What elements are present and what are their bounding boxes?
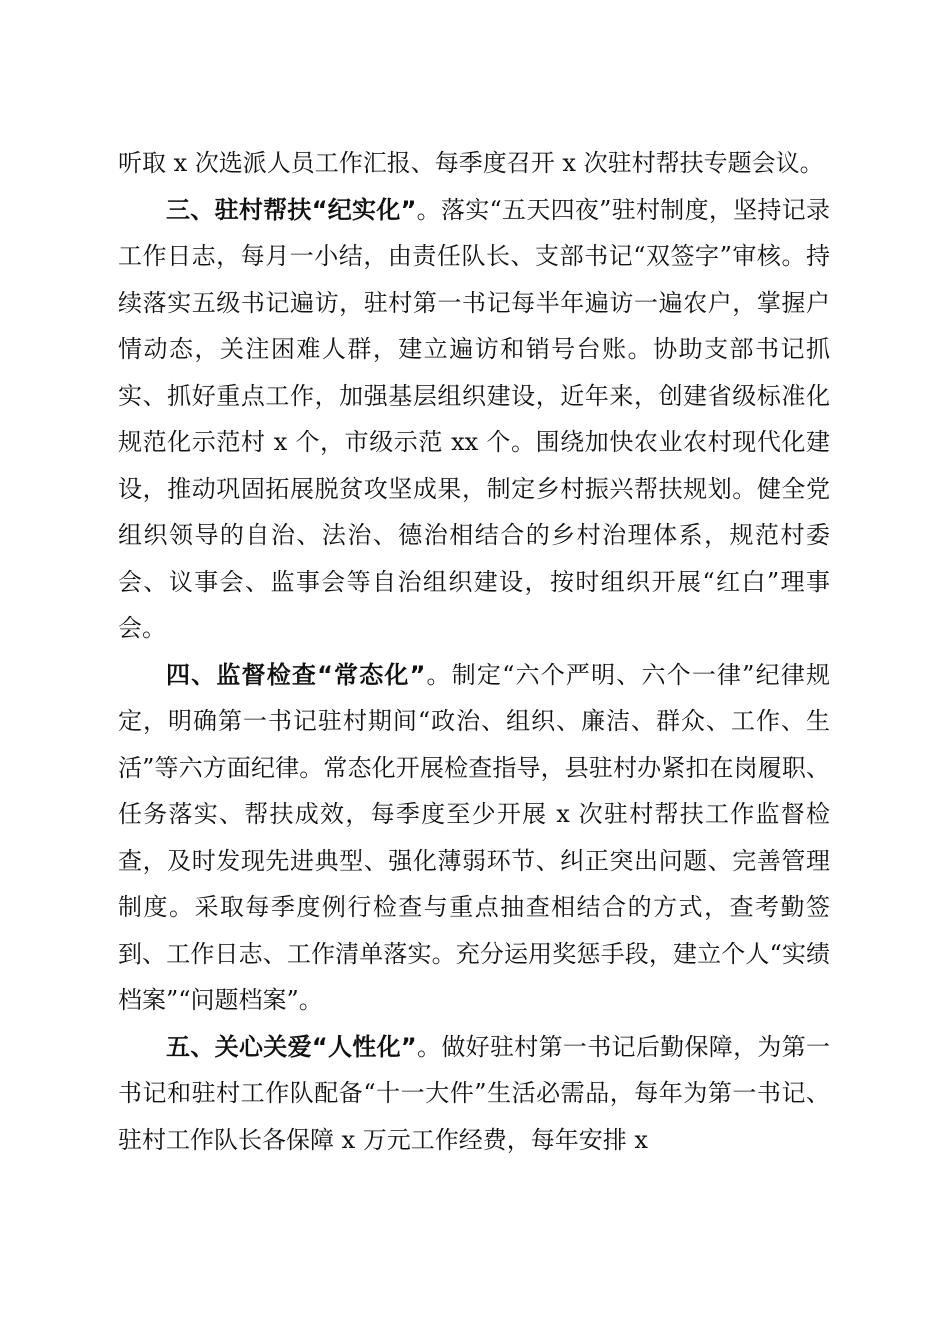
paragraph-text: 。制定“六个严明、六个一律”纪律规定，明确第一书记驻村期间“政治、组织、廉洁、群众、工作、生活”等六方面纪律。常态化开展检查指导，县驻村办紧扣在岗履职、任务落实、帮扶成效，每季度至少开展 x 次驻村帮扶工作监督检查，及时发现先进典型、强化薄弱环节、纠正突出问题、完善管理制度。采取每季度例行检查与重点抽查相结合的方式，查考勤签到、工作日志、工作清单落实。充分运用奖惩手段，建立个人“实绩档案”“问题档案”。 [118, 660, 831, 1014]
section-heading: 四、监督检查“常态化” [166, 660, 426, 689]
paragraph-text: 。做好驻村第一书记后勤保障，为第一书记和驻村工作队配备“十一大件”生活必需品，每年为第一书记、驻村工作队长各保障 x 万元工作经费，每年安排 x [118, 1032, 831, 1154]
section-heading: 五、关心关爱“人性化” [166, 1032, 417, 1061]
paragraph-section-5 [118, 1024, 830, 1164]
document-body [118, 140, 830, 1163]
section-heading: 三、驻村帮扶“纪实化” [166, 195, 417, 224]
paragraph-text: 听取 x 次选派人员工作汇报、每季度召开 x 次驻村帮扶专题会议。 [118, 149, 824, 177]
paragraph-section-4 [118, 652, 830, 1024]
paragraph-section-3 [118, 187, 830, 652]
paragraph-text: 。落实“五天四夜”驻村制度，坚持记录工作日志，每月一小结，由责任队长、支部书记“双签字”审核。持续落实五级书记遍访，驻村第一书记每半年遍访一遍农户，掌握户情动态，关注困难人群，建立遍访和销号台账。协助支部书记抓实、抓好重点工作，加强基层组织建设，近年来，创建省级标准化规范化示范村 x 个，市级示范 xx 个。围绕加快农业农村现代化建设，推动巩固拓展脱贫攻坚成果，制定乡村振兴帮扶规划。健全党组织领导的自治、法治、德治相结合的乡村治理体系，规范村委会、议事会、监事会等自治组织建设，按时组织开展“红白”理事会。 [118, 195, 830, 642]
paragraph-continuation [118, 140, 830, 187]
